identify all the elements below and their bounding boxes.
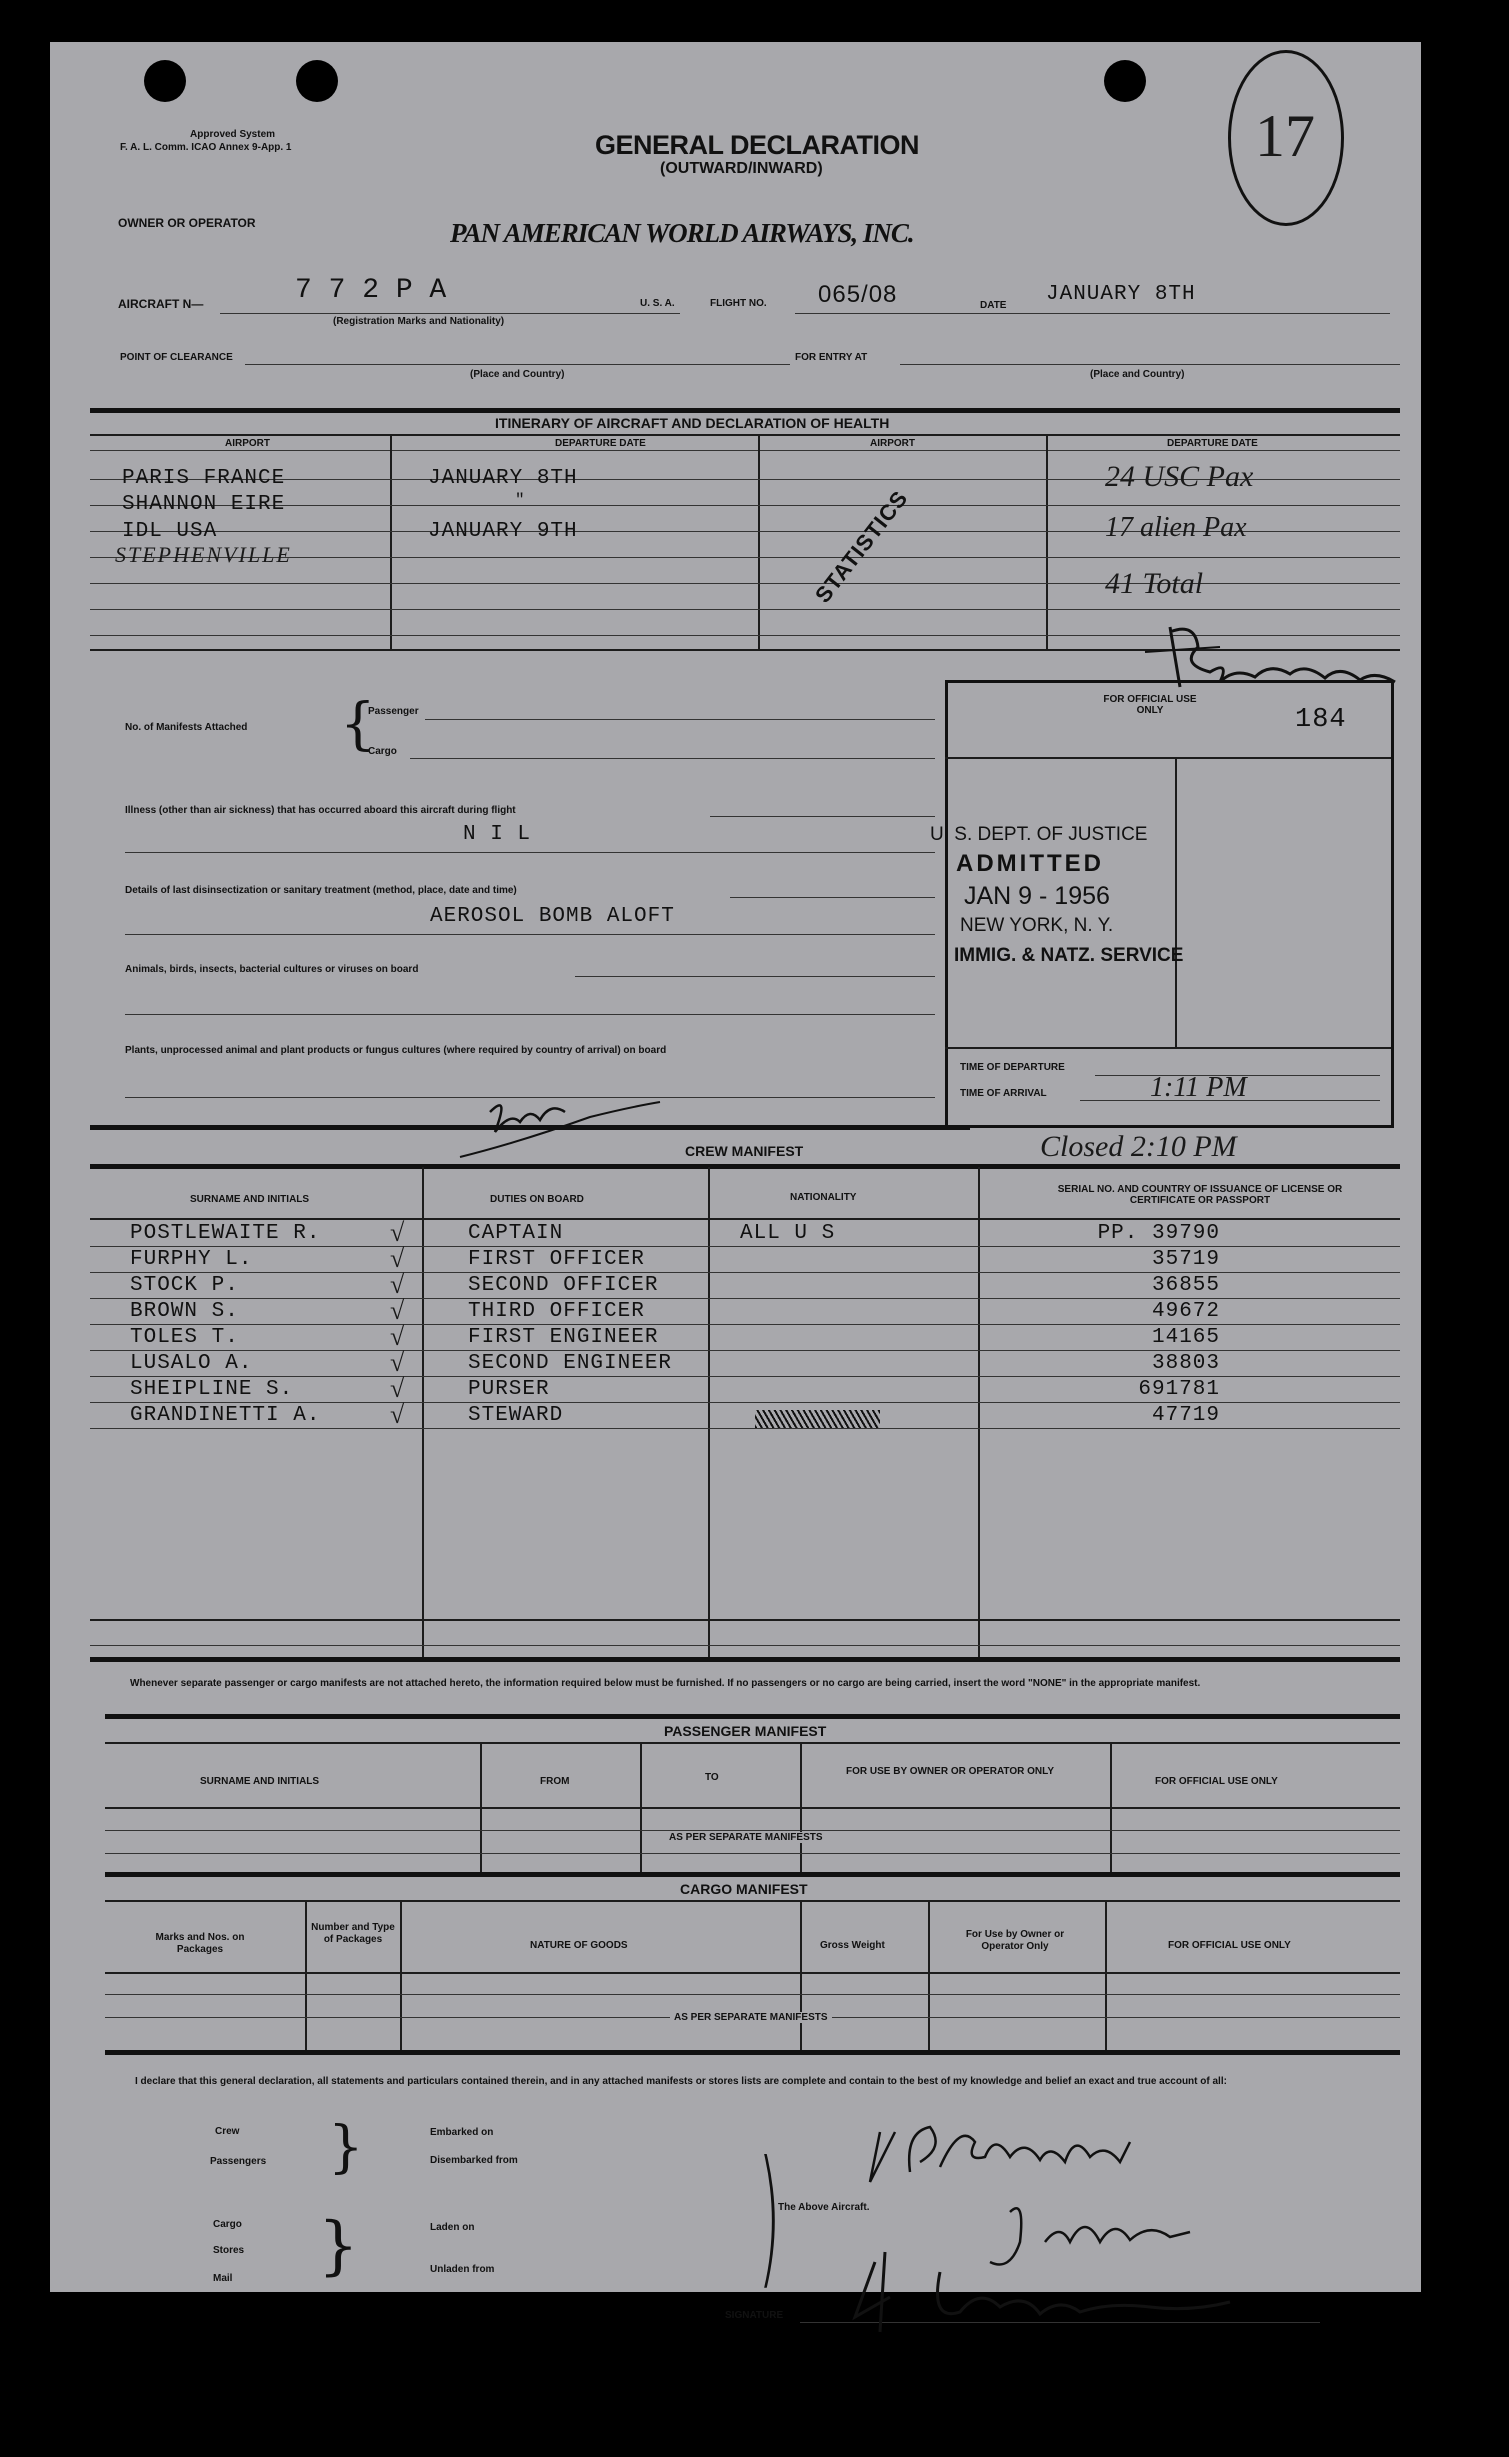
corner-mark: 17 [1255, 103, 1315, 169]
statistics-stamp: STATISTICS [810, 485, 913, 608]
stamp-line: IMMIG. & NATZ. SERVICE [954, 945, 1184, 966]
itinerary-header: ITINERARY OF AIRCRAFT AND DECLARATION OF HEALTH [495, 415, 890, 431]
cargo-col-owner: For Use by Owner or Operator Only [965, 1929, 1065, 1952]
crew-name: FURPHY L. [130, 1248, 253, 1271]
passenger-col-from: FROM [540, 1776, 570, 1787]
cargo-col-nature: NATURE OF GOODS [530, 1940, 628, 1951]
date-label: DATE [980, 300, 1007, 311]
crew-duty: STEWARD [468, 1404, 564, 1427]
flight-value: 065/08 [818, 281, 898, 308]
entry-label: FOR ENTRY AT [795, 352, 868, 363]
passenger-note: AS PER SEPARATE MANIFESTS [665, 1832, 827, 1843]
form-title: GENERAL DECLARATION [595, 130, 920, 160]
crew-check-icon: √ [390, 1374, 405, 1403]
manifest-notice: Whenever separate passenger or cargo manifests are not attached hereto, the information required below must be furnished. If no passengers or no cargo are being carried, insert the word "NONE" in the appropriate manifest. [130, 1678, 1201, 1689]
crew-nationality: ALL U S [740, 1222, 836, 1245]
signature-label: SIGNATURE [725, 2310, 784, 2321]
approved-line-1: Approved System [190, 129, 276, 140]
punch-hole [1104, 60, 1146, 102]
bottom-unladen: Unladen from [430, 2264, 495, 2275]
aircraft-value: 7 7 2 P A [295, 275, 447, 306]
aircraft-label: AIRCRAFT N— [118, 297, 204, 311]
admitted-stamp [930, 824, 1184, 967]
bottom-disembarked: Disembarked from [430, 2155, 518, 2166]
clearance-caption: (Place and Country) [470, 369, 565, 380]
crossed-out-text [755, 1410, 880, 1428]
crew-name: SHEIPLINE S. [130, 1378, 294, 1401]
usa-label: U. S. A. [640, 298, 675, 309]
crew-name: POSTLEWAITE R. [130, 1222, 321, 1245]
stamp-line: ADMITTED [956, 850, 1104, 877]
aircraft-caption: (Registration Marks and Nationality) [333, 316, 505, 327]
crew-serial: 691781 [1138, 1378, 1220, 1401]
stamp-line: NEW YORK, N. Y. [960, 915, 1114, 936]
crew-name: LUSALO A. [130, 1352, 253, 1375]
stamp-line: JAN 9 - 1956 [964, 882, 1110, 910]
cargo-header: CARGO MANIFEST [680, 1881, 808, 1897]
crew-check-icon: √ [390, 1348, 405, 1377]
time-departure-label: TIME OF DEPARTURE [960, 1062, 1065, 1073]
bottom-above-aircraft: The Above Aircraft. [778, 2202, 870, 2213]
bottom-crew: Crew [215, 2126, 240, 2137]
crew-check-icon: √ [390, 1400, 405, 1429]
crew-duty: PURSER [468, 1378, 550, 1401]
crew-serial: 14165 [1151, 1326, 1220, 1349]
illness-label: Illness (other than air sickness) that has occurred aboard this aircraft during flight [125, 805, 516, 816]
crew-serial: 47719 [1151, 1404, 1220, 1427]
declaration-form [50, 42, 1421, 2321]
crew-duty: SECOND ENGINEER [468, 1352, 673, 1375]
declaration-text: I declare that this general declaration, all statements and particulars contained therein, and in any attached manifests or stores lists are complete and contain to the best of my knowledge and belief an exact and true account of all: [135, 2076, 1227, 2087]
bottom-brace: } [318, 2209, 359, 2283]
itinerary-col-airport: AIRPORT [225, 438, 270, 449]
cargo-col-weight: Gross Weight [820, 1940, 885, 1951]
crew-check-icon: √ [390, 1244, 405, 1273]
cargo-col-official: FOR OFFICIAL USE ONLY [1168, 1940, 1291, 1951]
bottom-cargo: Cargo [213, 2219, 242, 2230]
flight-label: FLIGHT NO. [710, 298, 767, 309]
punch-hole [296, 60, 338, 102]
bottom-passengers: Passengers [210, 2156, 267, 2167]
manifest-cargo-label: Cargo [368, 746, 397, 757]
crew-check-icon: √ [390, 1322, 405, 1351]
crew-check-icon: √ [390, 1270, 405, 1299]
clearance-label: POINT OF CLEARANCE [120, 352, 233, 363]
disinsect-label: Details of last disinsectization or sanitary treatment (method, place, date and time) [125, 885, 517, 896]
crew-serial: 38803 [1151, 1352, 1220, 1375]
owner-label: OWNER OR OPERATOR [118, 216, 256, 230]
bottom-brace: } [328, 2115, 364, 2180]
animals-label: Animals, birds, insects, bacterial cultures or viruses on board [125, 964, 419, 975]
bottom-stores: Stores [213, 2245, 245, 2256]
itinerary-date: " [515, 491, 526, 509]
crew-name: GRANDINETTI A. [130, 1404, 321, 1427]
crew-duty: FIRST ENGINEER [468, 1326, 659, 1349]
crew-serial: 36855 [1151, 1274, 1220, 1297]
aircraft-brace: ) [757, 2130, 781, 2304]
crew-duty: CAPTAIN [468, 1222, 564, 1245]
time-arrival-value: 1:11 PM [1150, 1072, 1247, 1103]
manifests-brace: { [340, 692, 376, 757]
itinerary-note: 24 USC Pax [1105, 460, 1254, 493]
passenger-col-to: TO [705, 1772, 719, 1783]
time-arrival-label: TIME OF ARRIVAL [960, 1088, 1047, 1099]
crew-duty: SECOND OFFICER [468, 1274, 659, 1297]
itinerary-col-date: DEPARTURE DATE [555, 438, 646, 449]
stamp-line: U. S. DEPT. OF JUSTICE [930, 824, 1148, 845]
manifest-passenger-label: Passenger [368, 706, 419, 717]
crew-col-duty: DUTIES ON BOARD [490, 1194, 584, 1205]
itinerary-airport: PARIS FRANCE [122, 467, 286, 490]
itinerary-note: 17 alien Pax [1105, 512, 1247, 543]
itinerary-col-airport-2: AIRPORT [870, 438, 915, 449]
crew-col-serial: SERIAL NO. AND COUNTRY OF ISSUANCE OF LICENSE OR CERTIFICATE OR PASSPORT [1057, 1184, 1343, 1206]
crew-header: CREW MANIFEST [685, 1143, 804, 1159]
passenger-header: PASSENGER MANIFEST [664, 1723, 827, 1739]
crew-name: BROWN S. [130, 1300, 239, 1323]
date-value: JANUARY 8TH [1046, 283, 1196, 306]
crew-duty: FIRST OFFICER [468, 1248, 645, 1271]
itinerary-note: 41 Total [1105, 567, 1204, 600]
passenger-col-name: SURNAME AND INITIALS [200, 1776, 320, 1787]
itinerary-col-date-2: DEPARTURE DATE [1167, 438, 1258, 449]
bottom-embarked: Embarked on [430, 2127, 494, 2138]
cargo-note: AS PER SEPARATE MANIFESTS [670, 2012, 832, 2023]
approved-line-2: F. A. L. Comm. ICAO Annex 9-App. 1 [120, 142, 292, 153]
bottom-mail: Mail [213, 2273, 233, 2284]
cargo-col-marks: Marks and Nos. on Packages [155, 1932, 245, 1955]
passenger-col-official: FOR OFFICIAL USE ONLY [1155, 1776, 1278, 1787]
owner-value: PAN AMERICAN WORLD AIRWAYS, INC. [450, 218, 914, 248]
bottom-laden: Laden on [430, 2222, 475, 2233]
crew-check-icon: √ [390, 1296, 405, 1325]
crew-serial: 49672 [1151, 1300, 1220, 1323]
itinerary-airport: SHANNON EIRE [122, 493, 286, 516]
crew-serial: 35719 [1151, 1248, 1220, 1271]
entry-caption: (Place and Country) [1090, 369, 1185, 380]
plants-label: Plants, unprocessed animal and plant products or fungus cultures (where required by country of arrival) on board [125, 1045, 667, 1056]
crew-duty: THIRD OFFICER [468, 1300, 645, 1323]
punch-hole [144, 60, 186, 102]
illness-value: N I L [463, 823, 532, 846]
closed-note: Closed 2:10 PM [1040, 1130, 1237, 1163]
crew-check-icon: √ [390, 1218, 405, 1247]
itinerary-airport: IDL USA [122, 520, 218, 543]
official-use-label: FOR OFFICIAL USE ONLY [1103, 694, 1197, 716]
official-use-number: 184 [1295, 705, 1347, 735]
signatures [850, 2102, 1370, 2332]
disinsect-value: AEROSOL BOMB ALOFT [430, 905, 675, 928]
crew-col-name: SURNAME AND INITIALS [190, 1194, 310, 1205]
crew-col-nat: NATIONALITY [790, 1192, 857, 1203]
crew-name: STOCK P. [130, 1274, 239, 1297]
form-subtitle: (OUTWARD/INWARD) [660, 160, 823, 177]
crew-serial: PP. 39790 [1097, 1222, 1220, 1245]
manifests-label: No. of Manifests Attached [125, 722, 248, 733]
itinerary-airport: STEPHENVILLE [115, 542, 292, 567]
crew-name: TOLES T. [130, 1326, 239, 1349]
cargo-col-number: Number and Type of Packages [311, 1922, 395, 1945]
passenger-col-owner: FOR USE BY OWNER OR OPERATOR ONLY [846, 1766, 1054, 1777]
itinerary-date: JANUARY 9TH [428, 520, 578, 543]
itinerary-date: JANUARY 8TH [428, 467, 578, 490]
